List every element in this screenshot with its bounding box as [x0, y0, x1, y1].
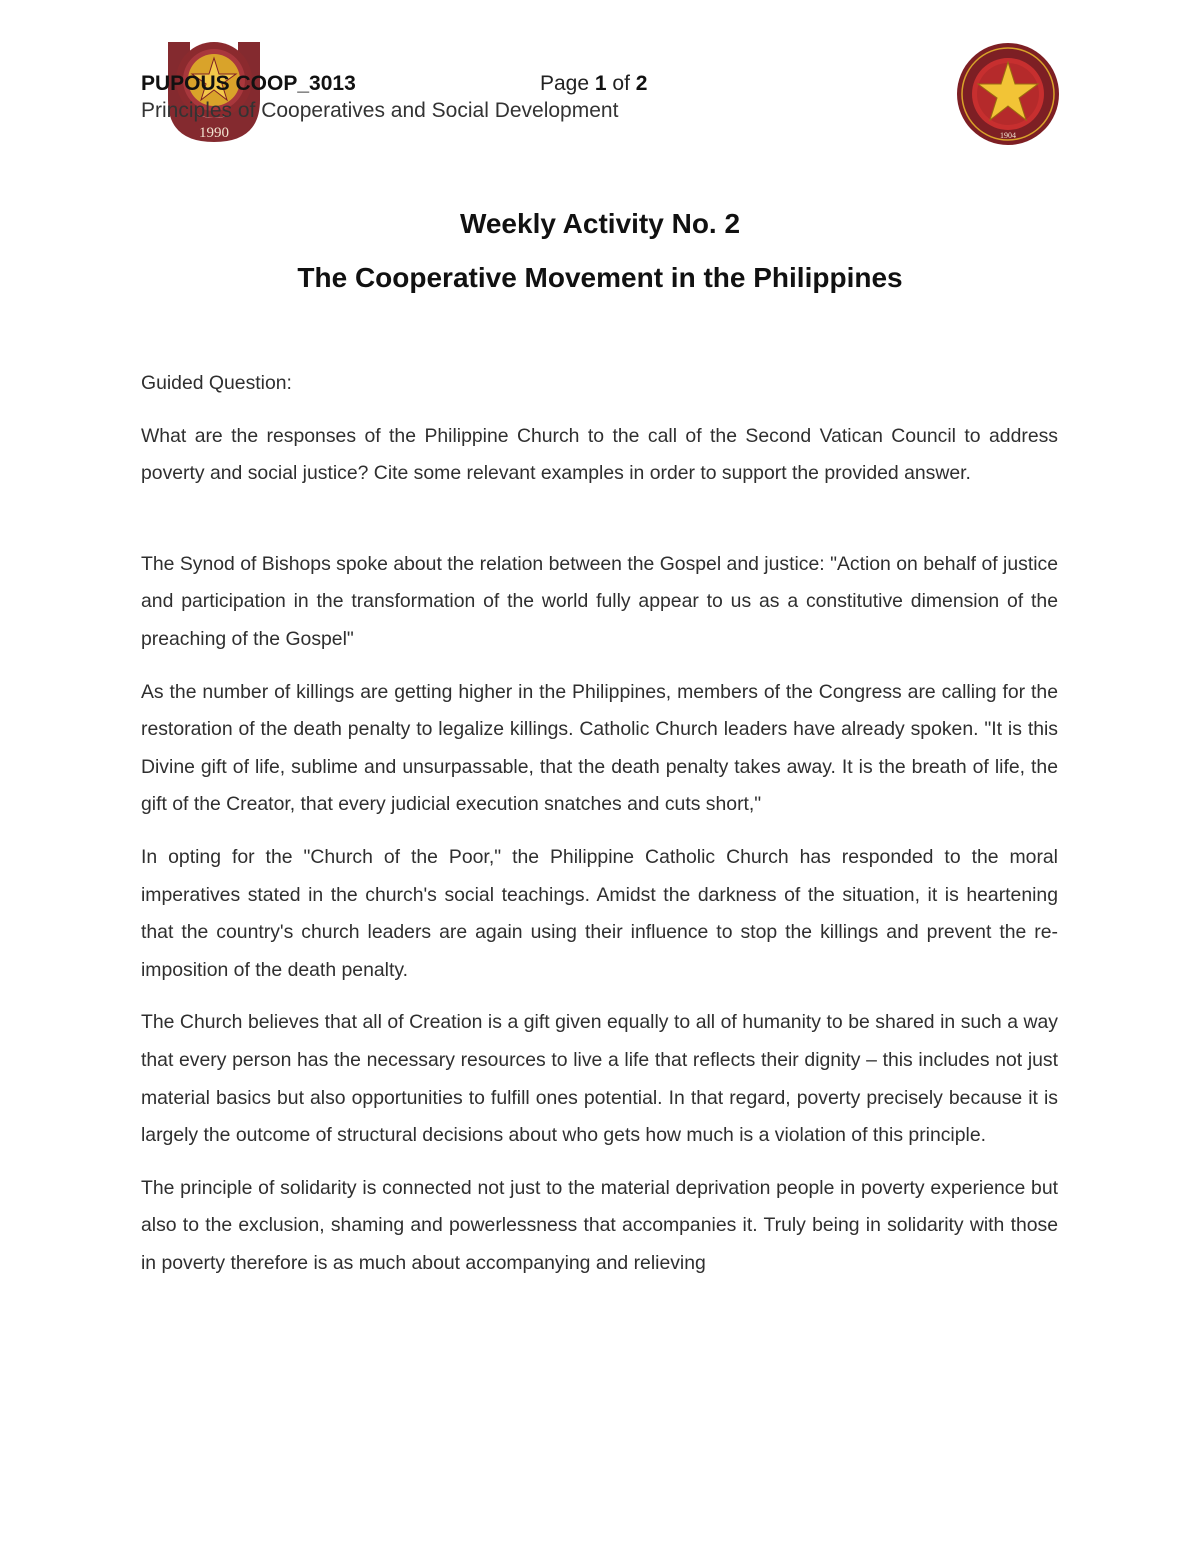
page-of: of [612, 72, 630, 95]
answer-paragraph: The principle of solidarity is connected not just to the material deprivation people in poverty experience but also to the exclusion, shaming and powerlessness that accompanies it. Truly being in solidarity with those in poverty therefore is as much about accompanying and relieving [141, 1176, 1058, 1274]
svg-text:1990: 1990 [199, 125, 229, 141]
guided-question: What are the responses of the Philippine Church to the call of the Second Vatican Council to address poverty and social justice? Cite some relevant examples in order to support the provided answer. [141, 424, 1058, 485]
guided-question-label: Guided Question: [141, 372, 292, 394]
page-indicator [540, 72, 647, 96]
activity-subtitle: The Cooperative Movement in the Philippines [297, 262, 903, 293]
page-current: 1 [594, 72, 607, 95]
university-seal-right-logo [956, 42, 1060, 146]
page-total: 2 [635, 72, 648, 95]
course-code: PUPOUS COOP_3013 [141, 72, 356, 95]
answer-paragraph: As the number of killings are getting higher in the Philippines, members of the Congress are calling for the restoration of the death penalty to legalize killings. Catholic Church leaders have already spoken. "It is this Divine gift of life, sublime and unsurpassable, that the death penalty takes away. It is the breath of life, the gift of the Creator, that every judicial execution snatches and cuts short," [141, 680, 1058, 816]
activity-title: Weekly Activity No. 2 [459, 208, 741, 239]
answer-paragraph: The Synod of Bishops spoke about the relation between the Gospel and justice: "Action on behalf of justice and participation in the transformation of the world fully appear to us as a constitutive dimension of the preaching of the Gospel" [141, 552, 1058, 650]
course-subject: Principles of Cooperatives and Social Development [141, 99, 619, 122]
svg-text:1904: 1904 [1000, 131, 1016, 140]
answer-paragraph: In opting for the "Church of the Poor," the Philippine Catholic Church has responded to the moral imperatives stated in the church's social teachings. Amidst the darkness of the situation, it is heartening that the country's church leaders are again using their influence to stop the killings and prevent the re-imposition of the death penalty. [141, 845, 1058, 981]
page-word: Page [540, 72, 590, 95]
document-body [141, 365, 1058, 1297]
answer-paragraph: The Church believes that all of Creation is a gift given equally to all of humanity to be shared in such a way that every person has the necessary resources to live a life that reflects their dignity – this includes not just material basics but also opportunities to fulfill ones potential. In that regard, poverty precisely because it is largely the outcome of structural decisions about who gets how much is a violation of this principle. [141, 1011, 1058, 1147]
